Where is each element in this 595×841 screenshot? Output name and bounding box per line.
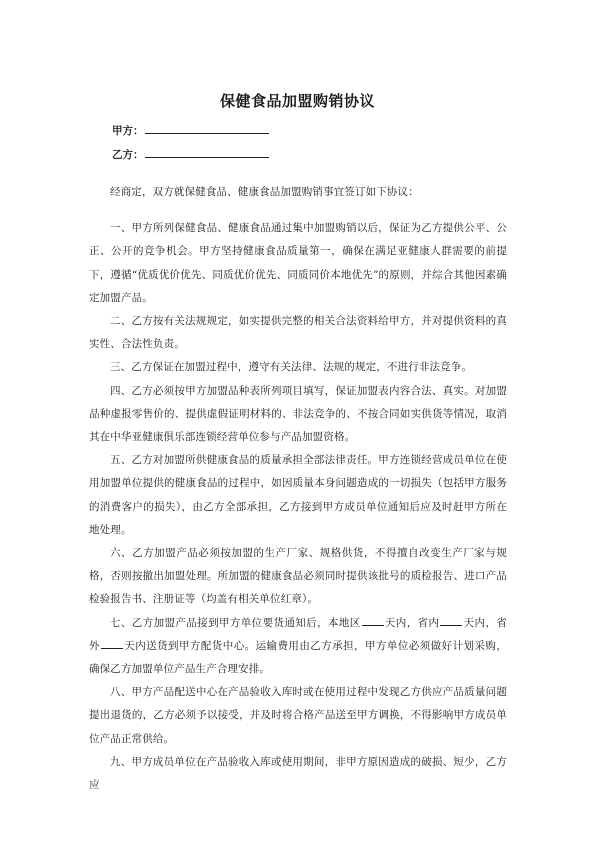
clause-7-part-2: 天内，省内 [384,616,440,629]
clause-6: 六、乙方加盟产品必须按加盟的生产厂家、规格供货，不得擅自改变生产厂家与规格，否则按撤出加盟处理。所加盟的健康食品必须同时提供该批号的质检报告、进口产品检验报告书、注册证等（均盖有相关单位红章）。 [89,547,507,606]
agreement-body [89,181,507,797]
party-b-line [112,147,269,162]
clause-4: 四、乙方必须按甲方加盟品种表所列项目填写，保证加盟表内容合法、真实。对加盟品种虚报零售价的、提供虚假证明材料的、非法竞争的、不按合同如实供货等情况，取消其在中华亚健康俱乐部连锁经营单位参与产品加盟资格。 [89,384,507,444]
outside-province-days-blank [101,638,123,649]
document-title: 保健食品加盟购销协议 [219,92,375,110]
party-a-line [112,123,269,138]
clause-9: 九、甲方成员单位在产品验收入库或使用期间，非甲方原因造成的破损、短少，乙方应 [89,755,507,792]
clause-3: 三、乙方保证在加盟过程中，遵守有关法律、法规的规定，不进行非法竞争。 [110,361,473,374]
clause-1: 一、甲方所列保健食品、健康食品通过集中加盟购销以后，保证为乙方提供公平、公正、公开的竞争机会。甲方坚持健康食品质量第一，确保在满足亚健康人群需要的前提下，遵循“优质优价优先、同质优价优先、同质同价本地优先”的原则，并综合其他因素确定加盟产品。 [89,222,507,304]
party-a-label: 甲方： [112,125,144,137]
clause-2: 二、乙方按有关法规规定，如实提供完整的相关合法资料给甲方，并对提供资料的真实性、合法性负责。 [89,315,507,351]
intro-paragraph: 经商定，双方就保健食品、健康食品加盟购销事宜签订如下协议： [110,186,419,198]
clause-8: 八、甲方产品配送中心在产品验收入库时或在使用过程中发现乙方供应产品质量问题提出退货的，乙方必须予以接受，并及时将合格产品送至甲方调换，不得影响甲方成员单位产品正常供给。 [89,686,507,745]
local-days-blank [362,615,384,626]
clause-7 [89,612,507,682]
clause-7-part-4: 天内送货到甲方配货中心。运输费用由乙方承担，甲方单位必须做好计划采购，确保乙方加盟单位产品生产合理安排。 [89,639,508,676]
clause-7-part-1: 七、乙方加盟产品接到甲方单位要货通知后，本地区 [110,616,361,629]
province-days-blank [440,615,462,626]
clause-7-part-3: 天内，省外 [89,616,507,652]
party-a-blank [145,123,269,134]
party-b-label: 乙方： [112,149,144,161]
party-b-blank [145,147,269,158]
clause-5: 五、乙方对加盟所供健康食品的质量承担全部法律责任。甲方连锁经营成员单位在使用加盟单位提供的健康食品的过程中，如因质量本身问题造成的一切损失（包括甲方服务的消费客户的损失），由乙方全部承担，乙方接到甲方成员单位通知后应及时赶甲方所在地处理。 [89,454,507,536]
